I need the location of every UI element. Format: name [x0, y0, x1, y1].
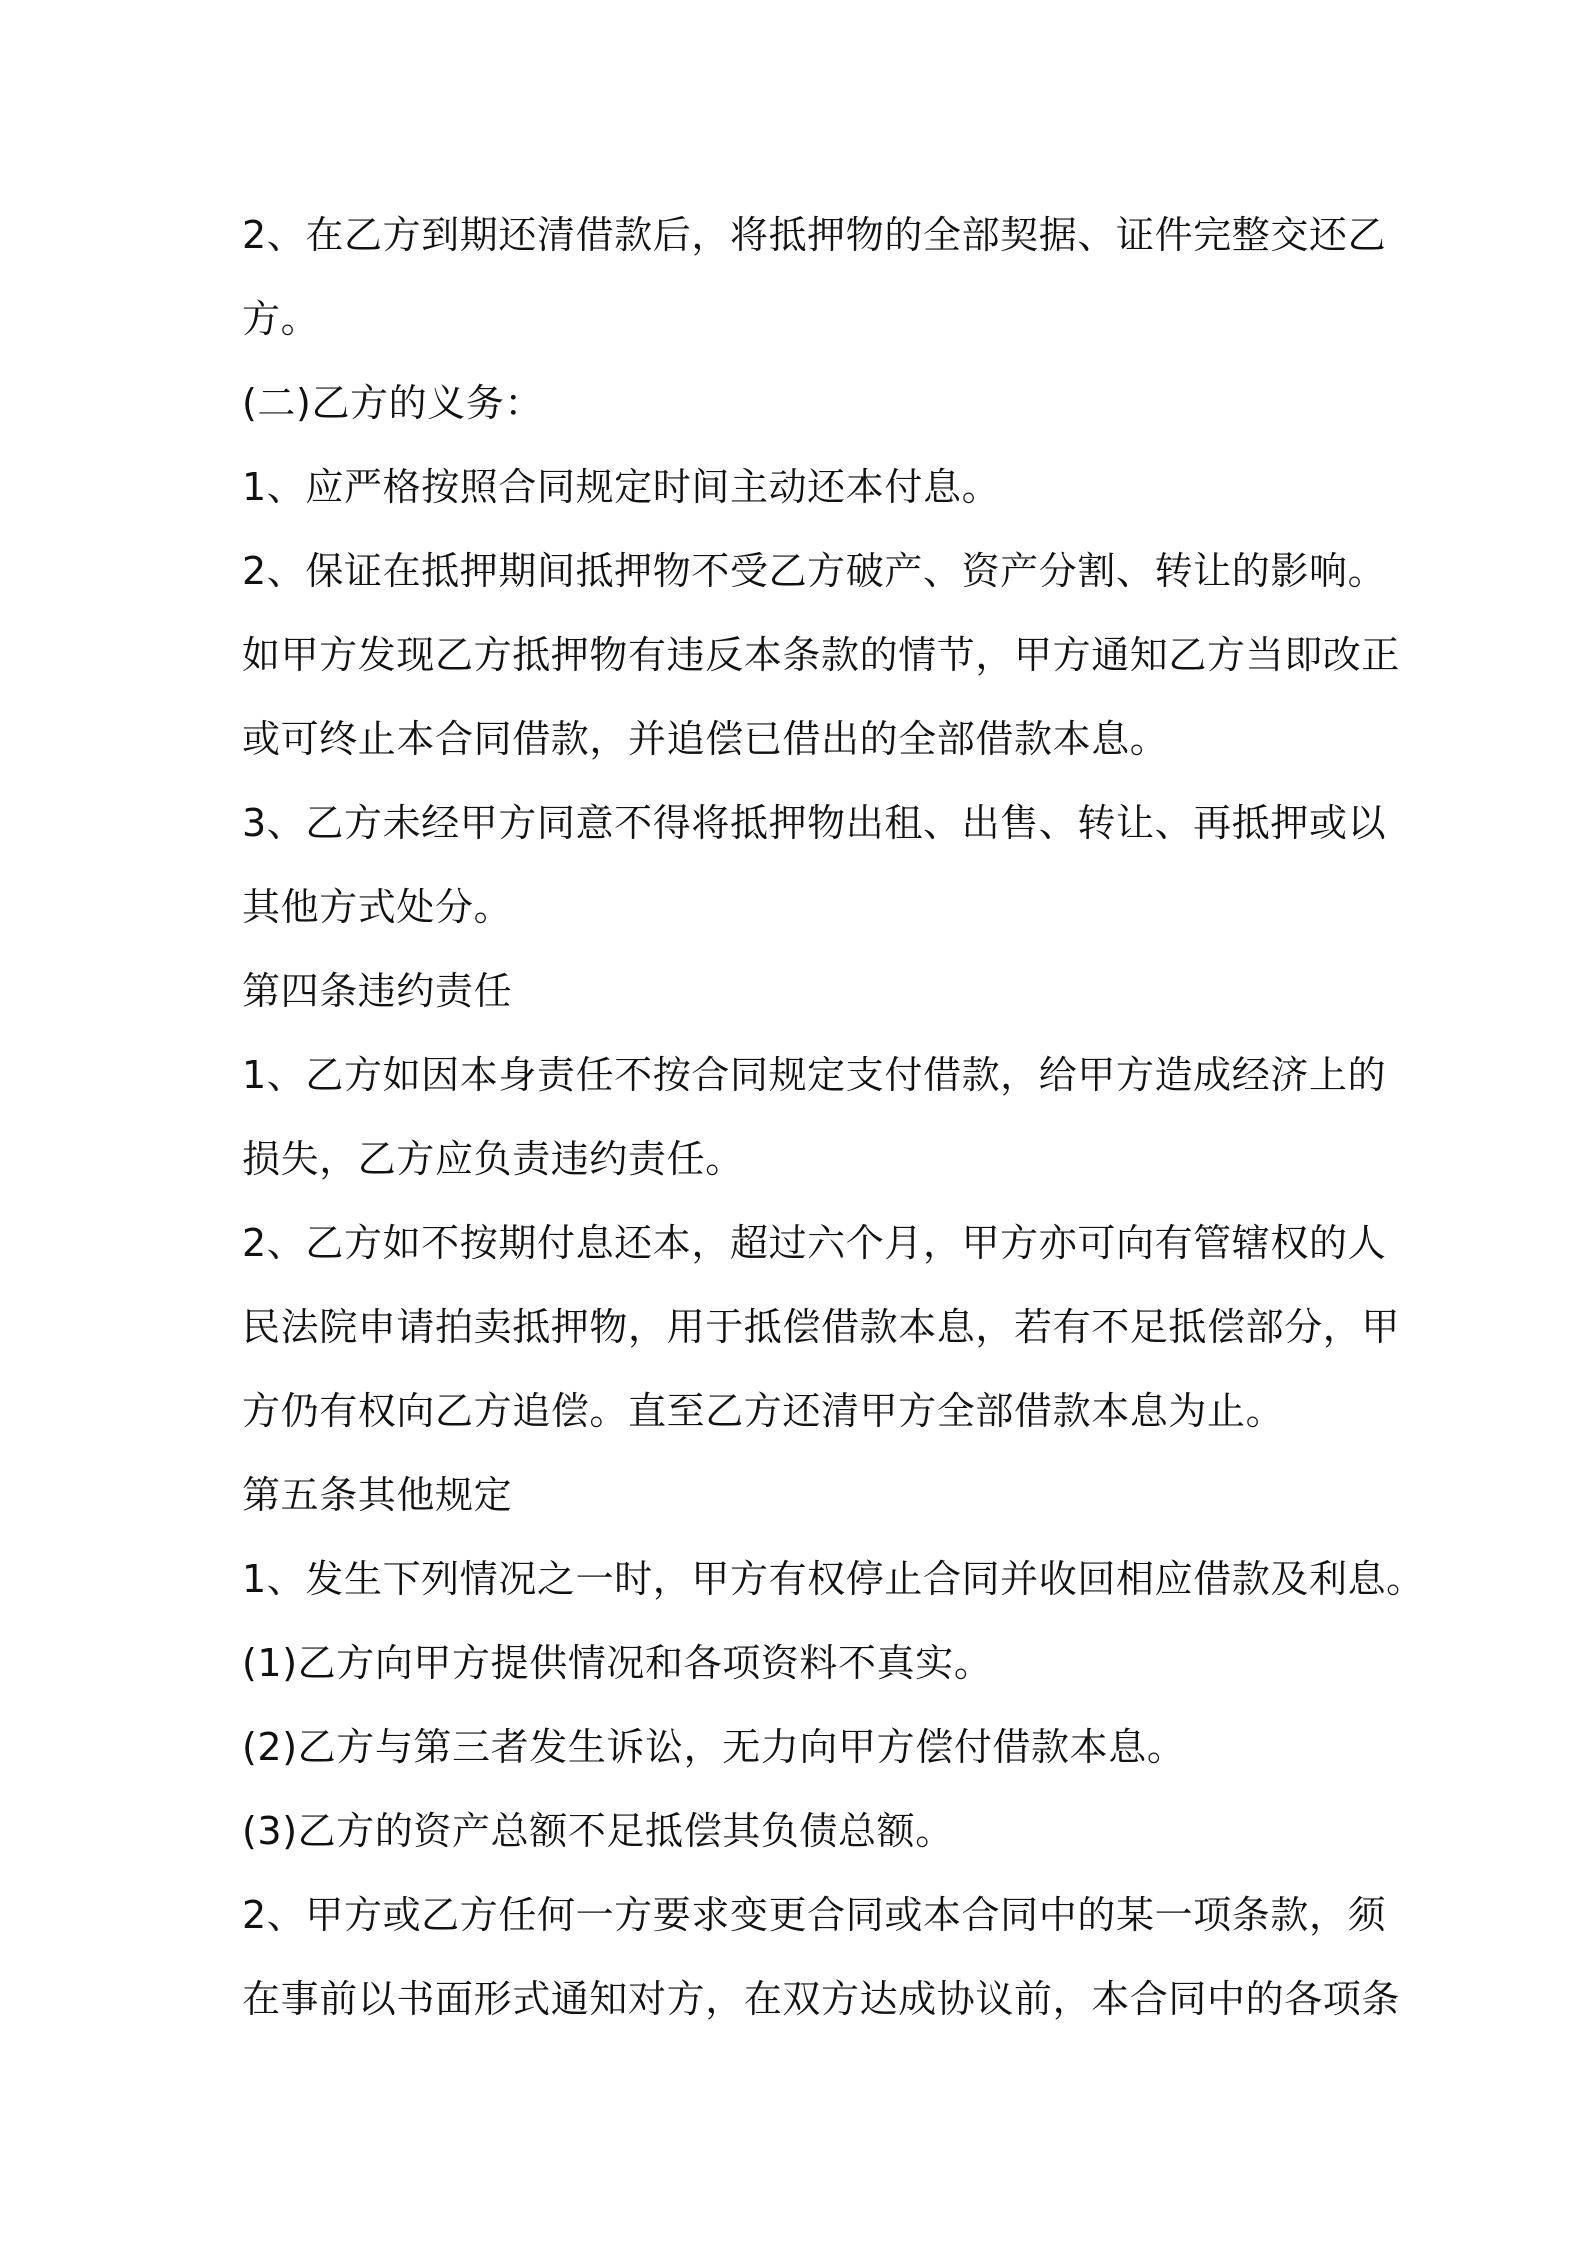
text-line: 1、发生下列情况之一时，甲方有权停止合同并收回相应借款及利息。 — [242, 1557, 1425, 1601]
text-line: 其他方式处分。 — [242, 885, 513, 929]
text-line: 方。 — [242, 297, 320, 341]
text-line: 民法院申请拍卖抵押物，用于抵偿借款本息，若有不足抵偿部分，甲 — [242, 1305, 1401, 1349]
article-heading: 第四条违约责任 — [242, 969, 513, 1013]
text-line: 在事前以书面形式通知对方，在双方达成协议前，本合同中的各项条 — [242, 1977, 1401, 2021]
text-line: 2、在乙方到期还清借款后，将抵押物的全部契据、证件完整交还乙 — [242, 213, 1387, 257]
text-line: (1)乙方向甲方提供情况和各项资料不真实。 — [242, 1641, 993, 1685]
text-line: 方仍有权向乙方追偿。直至乙方还清甲方全部借款本息为止。 — [242, 1389, 1285, 1433]
document-body — [242, 193, 1425, 2041]
text-line: 2、甲方或乙方任何一方要求变更合同或本合同中的某一项条款，须 — [242, 1893, 1387, 1937]
text-line: (3)乙方的资产总额不足抵偿其负债总额。 — [242, 1809, 954, 1853]
section-heading: (二)乙方的义务： — [242, 381, 544, 425]
text-line: 3、乙方未经甲方同意不得将抵押物出租、出售、转让、再抵押或以 — [242, 801, 1387, 845]
text-line: 2、乙方如不按期付息还本，超过六个月，甲方亦可向有管辖权的人 — [242, 1221, 1387, 1265]
text-line: 1、乙方如因本身责任不按合同规定支付借款，给甲方造成经济上的 — [242, 1053, 1387, 1097]
article-heading: 第五条其他规定 — [242, 1473, 513, 1517]
text-line: 损失，乙方应负责违约责任。 — [242, 1137, 744, 1181]
text-line: 2、保证在抵押期间抵押物不受乙方破产、资产分割、转让的影响。 — [242, 549, 1387, 593]
text-line: 1、应严格按照合同规定时间主动还本付息。 — [242, 465, 1001, 509]
text-line: (2)乙方与第三者发生诉讼，无力向甲方偿付借款本息。 — [242, 1725, 1186, 1769]
text-line: 或可终止本合同借款，并追偿已借出的全部借款本息。 — [242, 717, 1169, 761]
text-line: 如甲方发现乙方抵押物有违反本条款的情节，甲方通知乙方当即改正 — [242, 633, 1401, 677]
